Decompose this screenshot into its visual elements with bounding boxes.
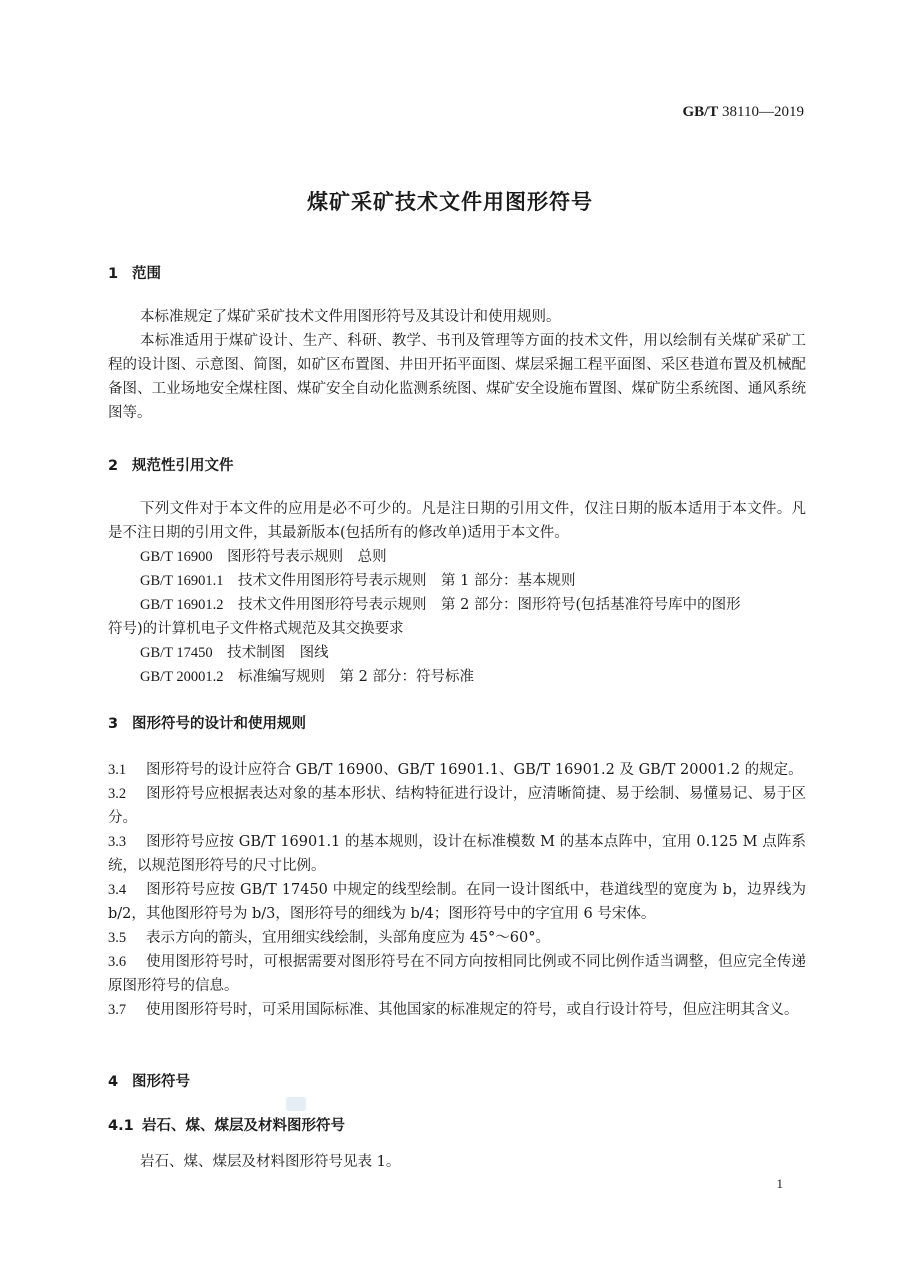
clause-number: 3.2	[108, 786, 127, 802]
reference-continuation: 符号)的计算机电子文件格式规范及其交换要求	[108, 621, 404, 637]
section-number: 4	[108, 1074, 119, 1090]
clause-text: 图形符号应根据表达对象的基本形状、结构特征进行设计，应清晰简捷、易于绘制、易懂易记、易于区分。	[108, 786, 806, 826]
clause-3-7	[108, 998, 806, 1022]
reference-title: 图形符号表示规则 总则	[227, 549, 387, 565]
section-3-heading	[108, 712, 306, 733]
reference-code: GB/T 16901.2	[140, 597, 224, 613]
clause-text: 图形符号应按 GB/T 17450 中规定的线型绘制。在同一设计图纸中，巷道线型的宽度为 b，边界线为 b/2，其他图形符号为 b/3，图形符号的细线为 b/4；图形符号中的字宜用 6 号宋体。	[108, 882, 806, 922]
section-2-heading	[108, 454, 234, 475]
clause-text: 表示方向的箭头，宜用细实线绘制，头部角度应为 45°～60°。	[146, 930, 551, 946]
clause-number: 3.7	[108, 1002, 127, 1018]
reference-item	[140, 569, 575, 590]
reference-code: GB/T 17450	[140, 645, 213, 661]
reference-title: 标准编写规则 第 2 部分：符号标准	[238, 669, 474, 685]
clause-text: 使用图形符号时，可采用国际标准、其他国家的标准规定的符号，或自行设计符号，但应注明其含义。	[146, 1002, 799, 1018]
clause-text: 使用图形符号时，可根据需要对图形符号在不同方向按相同比例或不同比例作适当调整，但应完全传递原图形符号的信息。	[108, 954, 806, 994]
section-title: 图形符号	[132, 1074, 190, 1090]
clause-3-5	[108, 926, 806, 950]
clause-text: 图形符号应按 GB/T 16901.1 的基本规则，设计在标准模数 M 的基本点阵中，宜用 0.125 M 点阵系统，以规范图形符号的尺寸比例。	[108, 834, 806, 874]
section-2-paragraph-1: 下列文件对于本文件的应用是必不可少的。凡是注日期的引用文件，仅注日期的版本适用于本文件。凡是不注日期的引用文件，其最新版本(包括所有的修改单)适用于本文件。	[108, 501, 806, 541]
clause-number: 3.1	[108, 762, 127, 778]
watermark-mark	[286, 1097, 306, 1111]
reference-code: GB/T 16901.1	[140, 573, 224, 589]
section-1-heading	[108, 262, 161, 283]
standard-prefix: GB/T	[682, 104, 719, 120]
subsection-4-1-paragraph: 岩石、煤、煤层及材料图形符号见表 1。	[140, 1154, 401, 1170]
clause-number: 3.4	[108, 882, 127, 898]
section-4-heading	[108, 1070, 190, 1091]
clause-3-4	[108, 878, 806, 926]
section-title: 范围	[132, 266, 161, 282]
standard-number: 38110—2019	[722, 104, 804, 120]
reference-title: 技术文件用图形符号表示规则 第 1 部分：基本规则	[238, 573, 576, 589]
clause-number: 3.3	[108, 834, 127, 850]
reference-code: GB/T 16900	[140, 549, 213, 565]
section-number: 1	[108, 266, 119, 282]
subsection-number: 4.1	[108, 1118, 134, 1134]
reference-item	[140, 665, 474, 686]
subsection-4-1-heading	[108, 1114, 345, 1135]
clause-text: 图形符号的设计应符合 GB/T 16900、GB/T 16901.1、GB/T 16901.2 及 GB/T 20001.2 的规定。	[146, 762, 803, 778]
clause-3-2	[108, 782, 806, 830]
section-title: 图形符号的设计和使用规则	[132, 716, 306, 732]
section-title: 规范性引用文件	[132, 458, 234, 474]
clause-3-6	[108, 950, 806, 998]
standard-code	[682, 104, 804, 121]
clause-3-3	[108, 830, 806, 878]
reference-title: 技术制图 图线	[227, 645, 329, 661]
reference-item	[140, 545, 387, 566]
section-1-paragraph-1: 本标准规定了煤矿采矿技术文件用图形符号及其设计和使用规则。	[140, 309, 561, 325]
clause-number: 3.6	[108, 954, 127, 970]
section-number: 2	[108, 458, 119, 474]
reference-code: GB/T 20001.2	[140, 669, 224, 685]
reference-item	[140, 641, 329, 662]
clause-number: 3.5	[108, 930, 127, 946]
reference-title: 技术文件用图形符号表示规则 第 2 部分：图形符号(包括基准符号库中的图形	[238, 597, 741, 613]
page-number: 1	[776, 1176, 783, 1191]
section-1-paragraph-2: 本标准适用于煤矿设计、生产、科研、教学、书刊及管理等方面的技术文件，用以绘制有关煤矿采矿工程的设计图、示意图、简图，如矿区布置图、井田开拓平面图、煤层采掘工程平面图、采区巷道布置及机械配备图、工业场地安全煤柱图、煤矿安全自动化监测系统图、煤矿安全设施布置图、煤矿防尘系统图、通风系统图等。	[108, 333, 806, 421]
clause-3-1	[108, 758, 806, 782]
document-title: 煤矿采矿技术文件用图形符号	[307, 190, 593, 214]
subsection-title: 岩石、煤、煤层及材料图形符号	[142, 1118, 345, 1134]
reference-item	[140, 593, 741, 614]
section-number: 3	[108, 716, 119, 732]
